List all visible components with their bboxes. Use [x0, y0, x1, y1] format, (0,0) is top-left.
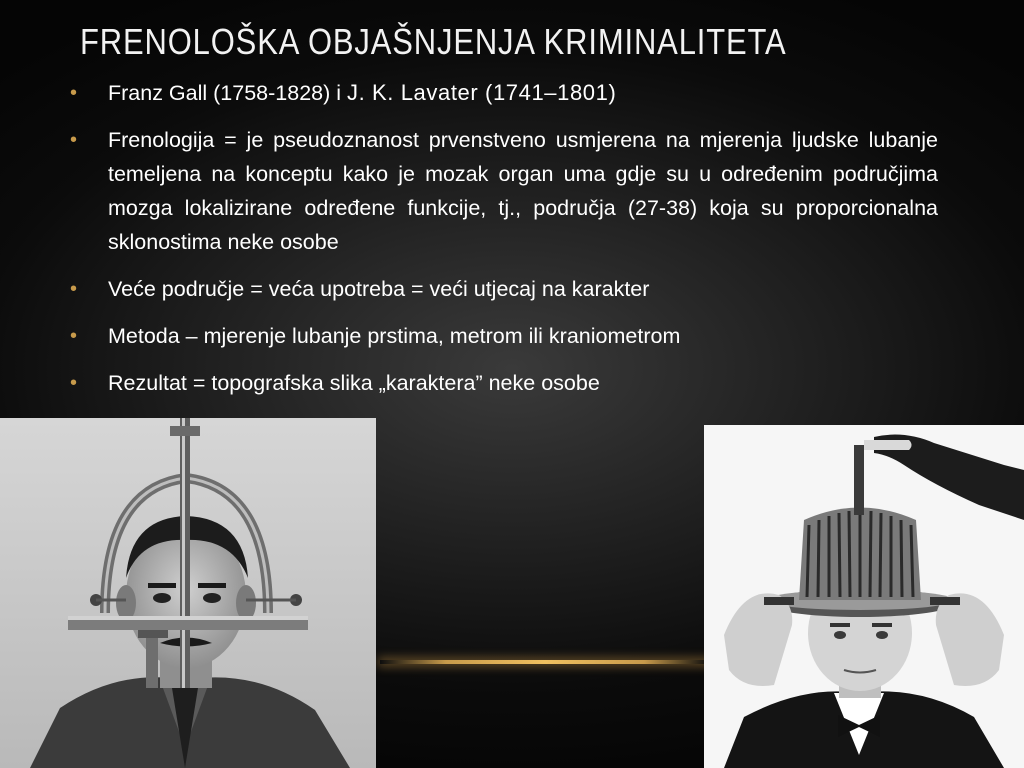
- bullet-text-1a: Franz Gall (1758-1828) i: [108, 81, 347, 105]
- bullet-item-3: [70, 272, 938, 306]
- bullet-item-4: [70, 319, 938, 353]
- bullet-text-5: Rezultat = topografska slika „karaktera” neke osobe: [108, 371, 600, 395]
- bullet-text-2: Frenologija = je pseudoznanost prvenstveno usmjerena na mjerenja ljudske lubanje temeljena na konceptu kako je mozak organ uma gdje su u određenim područjima mozga lokalizirane određene funkcije, tj., područja (27-38) koja su proporcionalna sklonostima neke osobe: [108, 128, 938, 254]
- photo-man-with-psychograph-helmet-icon: [704, 425, 1024, 768]
- bullet-dot-icon: •: [70, 278, 78, 300]
- accent-glow-line: [380, 660, 710, 664]
- bullet-dot-icon: •: [70, 372, 78, 394]
- bullet-dot-icon: •: [70, 325, 78, 347]
- bullet-item-1: [70, 76, 938, 110]
- psychograph-photo: [704, 425, 1024, 768]
- craniometer-photo: [0, 418, 376, 768]
- bullet-text-1b: J. K. Lavater (1741–1801): [347, 80, 617, 105]
- photo-man-with-craniometer-icon: [0, 418, 376, 768]
- bullet-text-4: Metoda – mjerenje lubanje prstima, metrom ili kraniometrom: [108, 324, 681, 348]
- bullet-dot-icon: •: [70, 129, 78, 151]
- bullet-item-5: [70, 366, 938, 400]
- bullet-list: [70, 76, 938, 413]
- bullet-item-2: [70, 123, 938, 259]
- bullet-dot-icon: •: [70, 82, 78, 104]
- slide-title: FRENOLOŠKA OBJAŠNJENJA KRIMINALITETA: [80, 21, 787, 62]
- bullet-text-3: Veće područje = veća upotreba = veći utjecaj na karakter: [108, 277, 650, 301]
